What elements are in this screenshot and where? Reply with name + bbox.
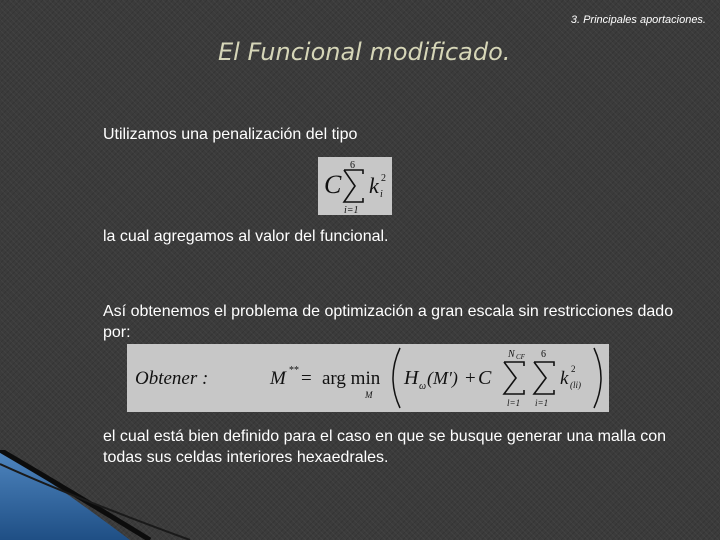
formula-penalty <box>318 157 392 215</box>
formula-term-sub: (li) <box>570 380 581 390</box>
summation-icon <box>504 362 524 394</box>
formula-optimization <box>127 344 609 412</box>
formula-constant: C <box>324 170 342 199</box>
formula-plus: + <box>465 368 476 389</box>
formula-argmin: arg min <box>322 368 381 389</box>
summation-icon <box>534 362 554 394</box>
sum2-upper-limit: 6 <box>541 349 546 360</box>
formula-C: C <box>478 367 492 389</box>
paragraph-penalization: Utilizamos una penalización del tipo <box>103 126 358 143</box>
formula-optimization-svg <box>127 344 609 412</box>
formula-H-sub: ω <box>419 381 427 392</box>
slide-title: El Funcional modificado. <box>218 38 511 66</box>
formula-argmin-sub: M <box>365 390 373 400</box>
left-paren-icon <box>393 348 400 408</box>
paragraph-conclusion: el cual está bien definido para el caso en que se busque generar una malla con todas sus celdas interiores hexaedrales. <box>103 428 667 466</box>
sum-upper-limit: 6 <box>350 160 355 171</box>
formula-H: H <box>404 367 419 389</box>
formula-penalty-svg <box>318 157 392 215</box>
sum1-lower-limit: l=1 <box>507 398 521 408</box>
right-paren-icon <box>594 348 601 408</box>
formula-H-arg: (M′) <box>427 368 458 388</box>
paragraph-optimization: Así obtenemos el problema de optimización a gran escala sin restricciones dado por: <box>103 303 674 341</box>
section-label: 3. Principales aportaciones. <box>570 14 706 26</box>
sum1-upper-limit: N <box>508 349 515 360</box>
formula-lhs-sup: ** <box>289 365 299 376</box>
corner-wave-decoration <box>0 450 720 540</box>
formula-term: k <box>560 368 569 389</box>
formula-term: k <box>369 173 379 198</box>
formula-lhs: M <box>270 368 286 389</box>
sum2-lower-limit: i=1 <box>535 398 549 408</box>
sum-lower-limit: i=1 <box>344 205 359 215</box>
formula-term-sup: 2 <box>381 173 386 184</box>
sum1-upper-limit-sub: CF <box>516 353 525 361</box>
obtener-label: Obtener : <box>135 368 209 389</box>
formula-term-sub: i <box>380 189 383 200</box>
summation-icon <box>344 170 363 202</box>
formula-term-sup: 2 <box>571 364 576 374</box>
formula-equals: = <box>301 368 312 389</box>
paragraph-functional: la cual agregamos al valor del funcional. <box>103 228 389 245</box>
